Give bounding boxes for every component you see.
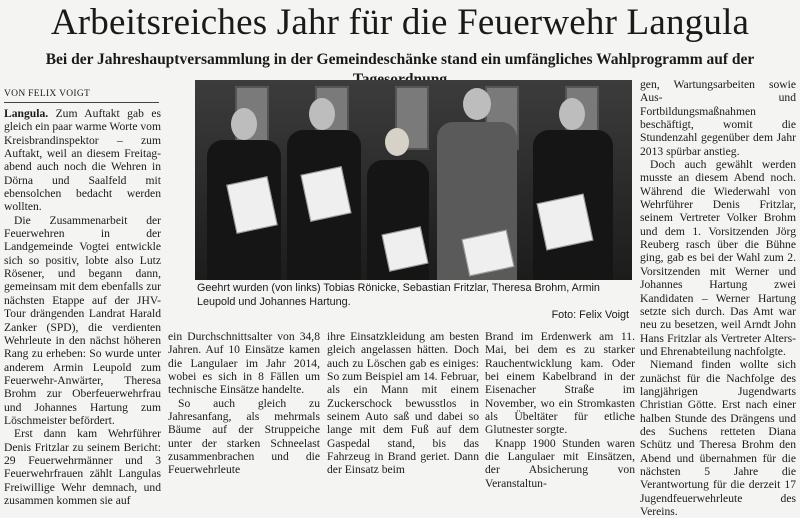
article-photo (195, 80, 632, 280)
paragraph: Niemand finden wollte sich zunächst für die Nachfolge des langjährigen Jugendwarts Christian Götte. Erst nach einer halben Stunde des Drängens und des Suchens retteten Diana Schütz und Theresa Brohm den Abend und übernahmen für die nächsten 5 Jahre die Verantwortung für die derzeit 17 Jugendfeuerwehrleute des Vereins. (640, 358, 796, 518)
paragraph: Knapp 1900 Stunden waren die Langulaer mit Einsätzen, der Absicherung von Veranstaltun- (485, 436, 635, 490)
article-subheadline: Bei der Jahreshauptversammlung in der Gemeindeschänke stand ein umfängliches Wahlprogramm auf der (45, 51, 755, 68)
photo-person (525, 80, 620, 280)
article-column-1 (4, 107, 161, 507)
paragraph: Die Zusammenarbeit der Feuerwehren in der Landgemeinde Vogtei entwickle sich so positiv, lobte also Lutz Rösener, und begann dann, gemeinsam mit dem ebenfalls zur nächsten Etappe auf der JHV-Tour drängenden Landrat Harald Zanker (SPD), die verdienten Wehrleute in den nächst höheren Rang zu erheben: So wurde unter anderem Armin Leupold zum Feuerwehr-Anwärter, Theresa Brohm zur Oberfeuerwehrfrau und Johannes Hartung zum Löschmeister befördert. (4, 213, 161, 427)
byline: VON FELIX VOIGT (4, 88, 159, 103)
paragraph: Doch auch gewählt werden musste an diesem Abend noch. Während die Wiederwahl von Wehrführer Denis Fritzlar, seinem Vertreter Volker Brohm und dem 1. Vorsitzenden Jörg Reuberg rasch über die Bühne ging, gab es bei der Wahl zum 2. Vorsitzenden mit Werner und Johannes Hartung zwei Kandidaten – Werner Hartung setzte sich durch. Das Amt war neu zu besetzen, weil Arndt John Hans Fritzlar als Vertreter Alters- und Ehrenabteilung nachfolgte. (640, 158, 796, 358)
photo-person (363, 80, 433, 280)
dateline-place: Langula. (4, 107, 49, 120)
paragraph: ein Durchschnittsalter von 34,8 Jahren. Auf 10 Einsätze kamen die Langulaer im Jahr 2014, wobei es sich in 8 Fällen um technische Einsätze handelte. (168, 330, 320, 397)
photo-person (283, 80, 363, 280)
article-column-5 (640, 78, 796, 518)
article-column-2 (168, 330, 320, 477)
article-headline: Arbeitsreiches Jahr für die Feuerwehr Langula (50, 2, 750, 43)
paragraph: Zum Auftakt gab es gleich ein paar warme Worte vom Kreisbrandinspektor – zum Auftakt, weil an diesem Freitag-abend auch noch die Wehren in Dörna und Saalfeld mit ebensolchen bedacht werden wollten. (4, 107, 161, 214)
photo-credit: Foto: Felix Voigt (551, 309, 629, 321)
paragraph: ihre Einsatzkleidung am besten gleich angelassen hätten. Doch auch zu Löschen gab es einiges: So zum Beispiel am 14. Februar, als ein Mann mit einem Zuckerschock bewusstlos in seinem Auto saß und dabei so lange mit dem Fuß auf dem Gaspedal stand, bis das Fahrzeug in Brand geriet. Dann der Einsatz beim (327, 330, 479, 477)
article-column-4 (485, 330, 635, 490)
photo-person (203, 80, 283, 280)
article-column-3 (327, 330, 479, 477)
paragraph: gen, Wartungsarbeiten sowie Aus- und Fortbildungsmaßnahmen beschäftigt, womit die Stundenzahl gegenüber dem Jahr 2013 spürbar anstieg. (640, 78, 796, 158)
photo-person (431, 80, 521, 280)
caption-text: Geehrt wurden (von links) Tobias Rönicke, Sebastian Fritzlar, Theresa Brohm, Armin Leupold und Johannes Hartung. (197, 282, 600, 308)
paragraph: So auch gleich zu Jahresanfang, als mehrmals Bäume auf der Struppeiche unter der starken Schneelast zusammenbrachen und die Feuerwehrleute (168, 396, 320, 477)
paragraph: Brand im Erdenwerk am 11. Mai, bei dem es zu starker Rauchentwicklung kam. Oder bei einem Kabelbrand in der Eisenacher Straße im November, wo ein Stromkasten als Übeltäter für etliche Glutnester sorgte. (485, 330, 635, 437)
photo-caption (197, 282, 629, 323)
paragraph: Erst dann kam Wehrführer Denis Fritzlar zu seinem Bericht: 29 Feuerwehrmänner und 3 Feuerwehrfrauen zählt Langulas Freiwillige Wehr demnach, und zusammen kommen sie auf (4, 427, 161, 507)
